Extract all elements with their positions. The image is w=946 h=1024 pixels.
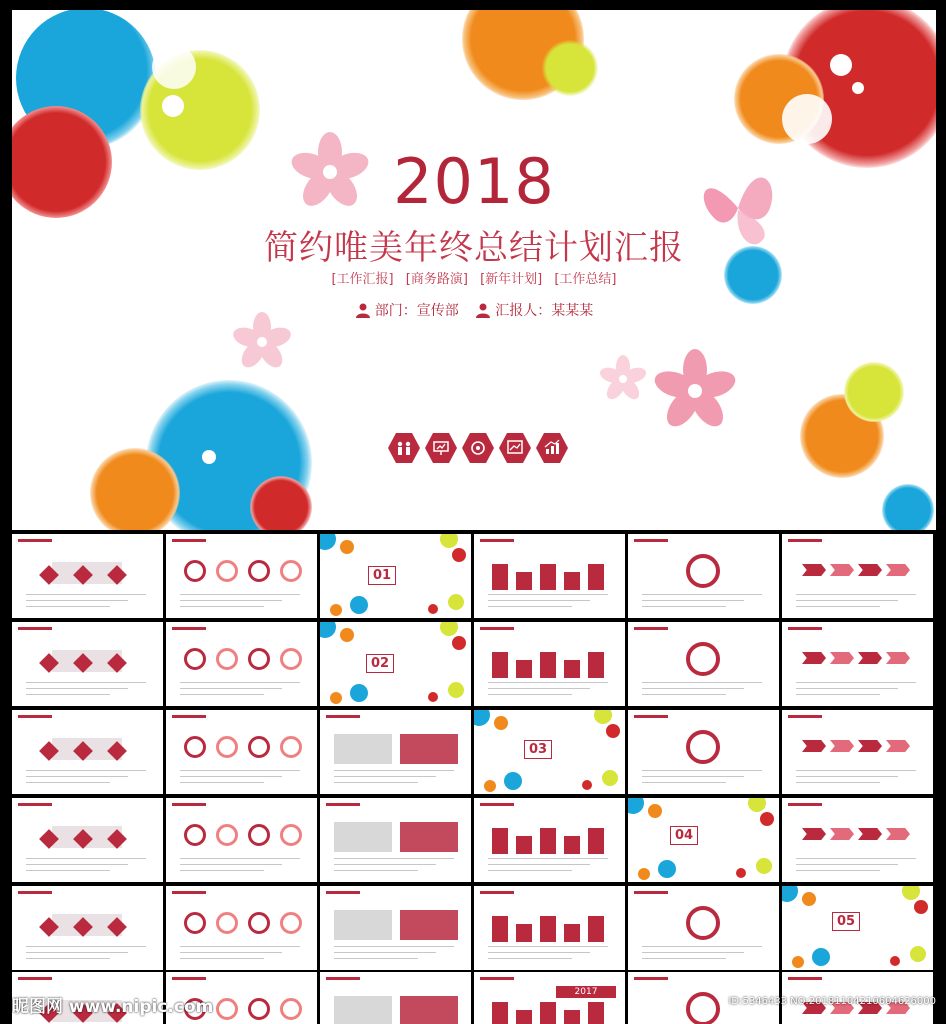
text-line	[642, 694, 726, 695]
bubble-dot	[802, 892, 816, 906]
slide-header-bar	[634, 977, 668, 980]
gear-cycle-icon	[462, 432, 494, 464]
yellow-bubble-top-center	[542, 40, 598, 96]
arrow-mark	[858, 740, 882, 752]
cover-title: 简约唯美年终总结计划汇报	[264, 228, 684, 268]
slide-header-bar	[172, 977, 206, 980]
text-line	[26, 776, 128, 777]
text-line	[796, 770, 916, 771]
bubble-dot	[890, 956, 900, 966]
slide-header-bar	[480, 539, 514, 542]
bubble-dot	[484, 780, 496, 792]
circle-mark	[216, 560, 238, 582]
slide-thumbnail[interactable]	[320, 886, 471, 970]
circle-mark	[216, 998, 238, 1020]
text-line	[334, 870, 418, 871]
slide-header-bar	[634, 539, 668, 542]
circle-mark	[280, 648, 302, 670]
slide-thumbnail[interactable]	[628, 798, 779, 882]
slide-thumbnail[interactable]	[782, 710, 933, 794]
slide-header-bar	[326, 891, 360, 894]
year-banner: 2017	[556, 986, 616, 998]
column-mark	[564, 1010, 580, 1024]
text-line	[642, 594, 762, 595]
text-line	[334, 946, 454, 947]
text-line	[180, 858, 300, 859]
text-line	[488, 870, 572, 871]
circle-mark	[280, 824, 302, 846]
bubble-dot	[340, 628, 354, 642]
slide-thumbnail[interactable]	[320, 798, 471, 882]
bubble-dot	[320, 622, 336, 638]
text-line	[642, 770, 762, 771]
text-line	[180, 782, 264, 783]
photo-block	[400, 910, 458, 940]
ring-mark	[686, 992, 720, 1024]
circle-mark	[184, 560, 206, 582]
slide-header-bar	[480, 803, 514, 806]
slide-header-bar	[634, 891, 668, 894]
text-line	[26, 688, 128, 689]
bubble-dot	[582, 780, 592, 790]
reporter-item	[475, 303, 593, 319]
slide-header-bar	[18, 803, 52, 806]
text-line	[796, 594, 916, 595]
slide-header-bar	[634, 715, 668, 718]
watermark-left: 昵图网 www.nipic.com	[12, 997, 214, 1017]
column-mark	[516, 1010, 532, 1024]
text-line	[180, 694, 264, 695]
photo-block	[334, 996, 392, 1024]
circle-mark	[184, 912, 206, 934]
text-line	[642, 958, 726, 959]
white-dot-right	[830, 54, 852, 76]
slide-header-bar	[172, 627, 206, 630]
slide-thumbnail[interactable]	[320, 710, 471, 794]
tag-new-year-plan: [新年计划]	[480, 272, 543, 287]
red-bubble-bottom-left	[250, 476, 312, 530]
tag-roadshow: [商务路演]	[405, 272, 468, 287]
slide-header-bar	[18, 715, 52, 718]
bubble-dot	[910, 946, 926, 962]
slide-header-bar	[326, 803, 360, 806]
text-line	[26, 864, 128, 865]
bubble-dot	[760, 812, 774, 826]
slide-header-bar	[788, 977, 822, 980]
white-dot-right-small	[852, 82, 864, 94]
bubble-dot	[340, 540, 354, 554]
ring-mark	[686, 642, 720, 676]
photo-block	[400, 734, 458, 764]
text-line	[488, 858, 608, 859]
bubble-dot	[474, 710, 490, 726]
slide-header-bar	[172, 803, 206, 806]
column-mark	[564, 572, 580, 590]
text-line	[26, 770, 146, 771]
section-number-03: 03	[524, 740, 552, 759]
bubble-dot	[638, 868, 650, 880]
slide-thumbnail[interactable]	[474, 798, 625, 882]
column-mark	[516, 572, 532, 590]
bubble-dot	[330, 604, 342, 616]
circle-mark	[248, 648, 270, 670]
text-line	[180, 952, 282, 953]
column-mark	[516, 660, 532, 678]
text-line	[642, 606, 726, 607]
text-line	[26, 870, 110, 871]
circle-mark	[280, 912, 302, 934]
slide-header-bar	[480, 977, 514, 980]
slide-header-bar	[172, 715, 206, 718]
circle-mark	[216, 736, 238, 758]
column-mark	[516, 924, 532, 942]
slide-header-bar	[172, 891, 206, 894]
slide-header-bar	[480, 891, 514, 894]
slide-header-bar	[788, 803, 822, 806]
bubble-dot	[736, 868, 746, 878]
cover-tags	[12, 268, 936, 287]
circle-mark	[184, 736, 206, 758]
slide-thumbnail[interactable]	[320, 622, 471, 706]
arrow-mark	[886, 740, 910, 752]
text-line	[26, 694, 110, 695]
section-number-01: 01	[368, 566, 396, 585]
slide-header-bar	[18, 627, 52, 630]
text-line	[796, 688, 898, 689]
yellow-bubble-bottom-right	[844, 362, 904, 422]
growth-chart-icon	[536, 432, 568, 464]
text-line	[26, 682, 146, 683]
photo-block	[400, 996, 458, 1024]
circle-mark	[248, 560, 270, 582]
bubble-dot	[606, 724, 620, 738]
column-mark	[540, 564, 556, 590]
arrow-mark	[886, 564, 910, 576]
bubble-dot	[350, 684, 368, 702]
text-line	[488, 594, 608, 595]
slide-thumbnail[interactable]	[782, 534, 933, 618]
text-line	[488, 688, 590, 689]
slide-thumbnail[interactable]	[474, 972, 625, 1024]
bubble-dot	[320, 534, 336, 550]
text-line	[796, 864, 898, 865]
arrow-mark	[802, 652, 826, 664]
column-mark	[588, 652, 604, 678]
department-item	[355, 303, 463, 319]
text-line	[180, 870, 264, 871]
arrow-mark	[858, 564, 882, 576]
slide-header-bar	[18, 539, 52, 542]
arrow-mark	[802, 564, 826, 576]
slide-header-bar	[480, 627, 514, 630]
text-line	[180, 594, 300, 595]
bubble-dot	[748, 798, 766, 812]
arrow-mark	[858, 828, 882, 840]
slide-header-bar	[788, 627, 822, 630]
orange-bubble-bottom-left	[90, 448, 180, 530]
text-line	[180, 682, 300, 683]
circle-mark	[184, 648, 206, 670]
cover-meta	[12, 300, 936, 320]
white-highlight	[152, 45, 196, 89]
bubble-dot	[440, 534, 458, 548]
department-label: 部门：宣传部	[374, 303, 459, 319]
slide-thumbnail[interactable]	[782, 798, 933, 882]
circle-mark	[216, 912, 238, 934]
bubble-dot	[914, 900, 928, 914]
white-highlight-right	[782, 94, 832, 144]
text-line	[26, 600, 128, 601]
slide-thumbnail[interactable]	[166, 798, 317, 882]
text-line	[488, 694, 572, 695]
text-line	[26, 946, 146, 947]
column-mark	[564, 924, 580, 942]
text-line	[642, 952, 744, 953]
bubble-dot	[628, 798, 644, 814]
text-line	[796, 870, 880, 871]
bubble-dot	[448, 682, 464, 698]
text-line	[180, 958, 264, 959]
column-mark	[588, 828, 604, 854]
column-mark	[540, 916, 556, 942]
circle-mark	[184, 824, 206, 846]
slide-thumbnail[interactable]	[166, 534, 317, 618]
arrow-mark	[802, 828, 826, 840]
column-mark	[564, 660, 580, 678]
photo-block	[334, 734, 392, 764]
column-mark	[516, 836, 532, 854]
column-mark	[492, 916, 508, 942]
slide-thumbnail[interactable]	[474, 534, 625, 618]
column-mark	[564, 836, 580, 854]
text-line	[796, 782, 880, 783]
slide-thumbnail[interactable]	[628, 886, 779, 970]
bubble-dot	[428, 692, 438, 702]
arrow-mark	[886, 652, 910, 664]
bubble-dot	[330, 692, 342, 704]
text-line	[334, 864, 436, 865]
slide-thumbnail[interactable]	[12, 534, 163, 618]
column-mark	[492, 828, 508, 854]
tag-work-report: [工作汇报]	[331, 272, 394, 287]
text-line	[796, 600, 898, 601]
slide-thumbnail[interactable]	[474, 622, 625, 706]
text-line	[796, 776, 898, 777]
text-line	[180, 600, 282, 601]
slide-header-bar	[18, 891, 52, 894]
reporter-label: 汇报人：某某某	[495, 303, 594, 319]
text-line	[180, 776, 282, 777]
flower-icon	[652, 348, 738, 434]
circle-mark	[248, 824, 270, 846]
slide-thumbnail[interactable]	[782, 622, 933, 706]
text-line	[488, 864, 590, 865]
text-line	[334, 776, 436, 777]
text-line	[180, 606, 264, 607]
slide-header-bar	[18, 977, 52, 980]
white-dot	[162, 95, 184, 117]
slide-header-bar	[634, 627, 668, 630]
cover-year: 2018	[393, 145, 555, 218]
text-line	[488, 600, 590, 601]
text-line	[334, 770, 454, 771]
slide-thumbnail[interactable]	[12, 622, 163, 706]
column-mark	[540, 828, 556, 854]
column-mark	[588, 916, 604, 942]
arrow-mark	[830, 740, 854, 752]
slide-thumbnail[interactable]	[12, 886, 163, 970]
circle-mark	[248, 912, 270, 934]
column-mark	[540, 1002, 556, 1024]
section-number-05: 05	[832, 912, 860, 931]
text-line	[488, 946, 608, 947]
arrow-mark	[886, 828, 910, 840]
slide-header-bar	[172, 539, 206, 542]
circle-mark	[280, 736, 302, 758]
text-line	[334, 782, 418, 783]
column-mark	[492, 1002, 508, 1024]
text-line	[642, 600, 744, 601]
bubble-dot	[452, 636, 466, 650]
text-line	[642, 946, 762, 947]
column-mark	[540, 652, 556, 678]
text-line	[488, 952, 590, 953]
circle-mark	[216, 824, 238, 846]
bubble-dot	[812, 948, 830, 966]
section-number-04: 04	[670, 826, 698, 845]
slide-header-bar	[788, 539, 822, 542]
slide-thumbnail[interactable]	[166, 886, 317, 970]
bubble-dot	[902, 886, 920, 900]
slide-header-bar	[788, 715, 822, 718]
bubble-dot	[658, 860, 676, 878]
slide-thumbnail[interactable]	[166, 622, 317, 706]
column-mark	[492, 564, 508, 590]
circle-mark	[248, 736, 270, 758]
circle-mark	[248, 998, 270, 1020]
person-icon	[355, 302, 371, 318]
column-mark	[492, 652, 508, 678]
white-dot-bottom-left	[202, 450, 216, 464]
bubble-dot	[648, 804, 662, 818]
photo-block	[334, 822, 392, 852]
arrow-mark	[830, 828, 854, 840]
bubble-dot	[782, 886, 798, 902]
text-line	[26, 606, 110, 607]
slide-thumbnail[interactable]	[12, 798, 163, 882]
arrow-mark	[830, 652, 854, 664]
text-line	[26, 782, 110, 783]
text-line	[334, 958, 418, 959]
text-line	[26, 952, 128, 953]
text-line	[180, 770, 300, 771]
text-line	[796, 694, 880, 695]
bubble-dot	[602, 770, 618, 786]
text-line	[796, 858, 916, 859]
circle-mark	[216, 648, 238, 670]
team-icon	[388, 432, 420, 464]
text-line	[642, 688, 744, 689]
slide-thumbnail[interactable]	[166, 710, 317, 794]
text-line	[180, 946, 300, 947]
ring-mark	[686, 730, 720, 764]
circle-mark	[280, 998, 302, 1020]
bubble-dot	[494, 716, 508, 730]
slide-header-bar	[326, 977, 360, 980]
slide-thumbnail[interactable]	[628, 534, 779, 618]
bubble-dot	[448, 594, 464, 610]
circle-mark	[280, 560, 302, 582]
bubble-dot	[440, 622, 458, 636]
bubble-dot	[504, 772, 522, 790]
slide-header-bar	[326, 715, 360, 718]
text-line	[488, 682, 608, 683]
bubble-dot	[428, 604, 438, 614]
text-line	[180, 688, 282, 689]
text-line	[334, 952, 436, 953]
watermark-right: ID:5346433 NO:20181104210604626000	[728, 996, 936, 1007]
text-line	[642, 682, 762, 683]
text-line	[642, 776, 744, 777]
text-line	[796, 682, 916, 683]
slide-thumbnail[interactable]	[12, 710, 163, 794]
cover-slide[interactable]	[12, 10, 936, 530]
person-icon	[475, 302, 491, 318]
text-line	[26, 958, 110, 959]
text-line	[334, 858, 454, 859]
bubble-dot	[792, 956, 804, 968]
blue-bubble-bottom-right	[882, 484, 934, 530]
bubble-dot	[756, 858, 772, 874]
slide-thumbnail[interactable]	[474, 886, 625, 970]
slide-thumbnail[interactable]	[320, 972, 471, 1024]
photo-block	[400, 822, 458, 852]
text-line	[642, 782, 726, 783]
slide-thumbnail[interactable]	[628, 622, 779, 706]
text-line	[796, 606, 880, 607]
bubble-dot	[594, 710, 612, 724]
presentation-icon	[425, 432, 457, 464]
arrow-mark	[858, 652, 882, 664]
text-line	[180, 864, 282, 865]
text-line	[26, 858, 146, 859]
text-line	[26, 594, 146, 595]
ring-mark	[686, 906, 720, 940]
flower-icon	[598, 354, 648, 404]
hex-icon-row	[388, 432, 568, 468]
arrow-mark	[802, 740, 826, 752]
column-mark	[588, 1002, 604, 1024]
text-line	[488, 606, 572, 607]
arrow-mark	[830, 564, 854, 576]
text-line	[488, 958, 572, 959]
tag-work-summary: [工作总结]	[554, 272, 617, 287]
ring-mark	[686, 554, 720, 588]
bubble-dot	[452, 548, 466, 562]
section-number-02: 02	[366, 654, 394, 673]
photo-block	[334, 910, 392, 940]
chart-board-icon	[499, 432, 531, 464]
column-mark	[588, 564, 604, 590]
bubble-dot	[350, 596, 368, 614]
slide-thumbnail[interactable]	[628, 710, 779, 794]
